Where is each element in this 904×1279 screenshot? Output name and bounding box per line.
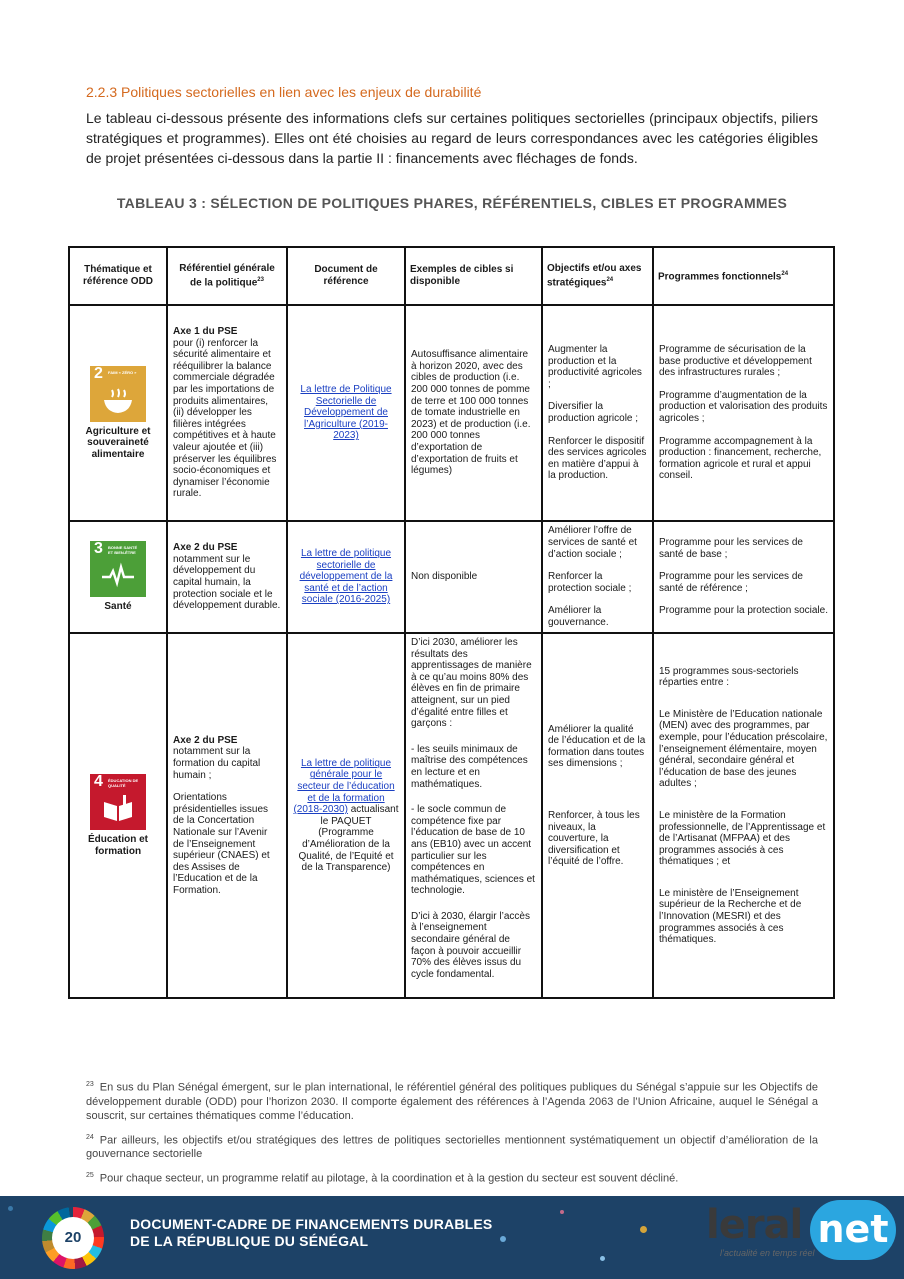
programs-item: Le ministère de l’Enseignement supérieur de la Recherche et de l’Innovation (MESRI) et des programmes associés à ces thématiques. bbox=[659, 887, 802, 946]
targets-cell bbox=[405, 305, 542, 521]
header-referential: Référentiel générale de la politique$^{23}$ bbox=[167, 247, 287, 305]
theme-label: Santé bbox=[104, 601, 132, 613]
programs-item: Programme pour les services de santé de base ; bbox=[659, 537, 803, 560]
objectives-item: Augmenter la production et la productivité agricoles ; bbox=[548, 344, 642, 390]
table-header-row bbox=[69, 247, 834, 305]
targets-item: Autosuffisance alimentaire à horizon 2020, avec des cibles de production (i.e. 200 000 tonnes de pomme de terre et 100 000 tonnes de tomate industrielle en 2023) et de production (i.e. 200 000 tonnes d’exportation de d’exportation de fruits et légumes) bbox=[411, 349, 531, 477]
programs-item: 15 programmes sous-sectoriels réparties entre : bbox=[659, 665, 799, 689]
sdg-2-icon: 2 FAIM « ZÉRO » bbox=[90, 366, 146, 422]
policies-table bbox=[68, 246, 835, 999]
sdg-4-icon: 4 ÉDUCATION DE QUALITÉ bbox=[90, 774, 146, 830]
programs-cell bbox=[653, 633, 834, 998]
document-cell bbox=[287, 521, 405, 633]
footnote: $^{23}$ En sus du Plan Sénégal émergent, sur le plan international, le référentiel général des politiques publiques du Sénégal s’appuie sur les Objectifs de développement durable (ODD) pour l’horizon 2030. Il comporte également des références à l’Agenda 2063 de l’Union Africaine, auquel le Sénégal a souscrit, sur certaines thématiques comme l’éducation. bbox=[86, 1081, 818, 1122]
header-targets: Exemples de cibles si disponible bbox=[405, 247, 542, 305]
footnotes bbox=[86, 1078, 818, 1194]
footnote: $^{25}$ Pour chaque secteur, un programme relatif au pilotage, à la coordination et à la gestion du secteur est souvent décliné. bbox=[86, 1172, 679, 1185]
table-row bbox=[69, 305, 834, 521]
targets-cell bbox=[405, 521, 542, 633]
document-cell bbox=[287, 305, 405, 521]
theme-label: Éducation et formation bbox=[87, 834, 148, 857]
programs-item: Le Ministère de l’Education nationale (MEN) avec des programmes, par exemple, pour l’éducation préscolaire, l’enseignement élémentaire, moyen général, secondaire général et l’éducation de base des jeunes adultes ; bbox=[659, 708, 828, 790]
header-document: Document de référence bbox=[287, 247, 405, 305]
programs-item: Programme de sécurisation de la base productive et développement des infrastructures rurales ; bbox=[659, 344, 812, 379]
objectives-item: Renforcer la protection sociale ; bbox=[548, 571, 632, 594]
sdg-3-icon: 3 BONNE SANTÉ ET BIEN-ÊTRE bbox=[90, 541, 146, 597]
document-cell: La lettre de politique générale pour le secteur de l’éducation et de la formation (2018-2030) actualisant le PAQUET (Programme d’Amélioration de la Qualité, de l’Equité et de la Transparence) bbox=[287, 633, 405, 998]
targets-cell bbox=[405, 633, 542, 998]
objectives-cell bbox=[542, 305, 653, 521]
objectives-cell bbox=[542, 633, 653, 998]
theme-cell bbox=[69, 305, 167, 521]
table-row bbox=[69, 521, 834, 633]
table-row bbox=[69, 633, 834, 998]
objectives-item: Renforcer le dispositif des services agricoles en matière d’appui à la production. bbox=[548, 435, 647, 482]
referential-cell: Axe 1 du PSE pour (i) renforcer la sécurité alimentaire et rééquilibrer la balance commerciale dégradée par les importations de produits alimentaires, (ii) développer les filières intégrées compétitives et à haute valeur ajoutée et (iii) préserver les équilibres socio-économiques et dynamiser l’économie rurale. bbox=[167, 305, 287, 521]
programs-item: Programme pour la protection sociale. bbox=[659, 605, 828, 617]
targets-item: - le socle commun de compétence fixe par l’éducation de base de 10 ans (EB10) avec un accent particulier sur les compétences en mathématiques, sciences et technologie. bbox=[411, 804, 535, 897]
programs-item: Programme pour les services de santé de référence ; bbox=[659, 571, 803, 594]
footer-title: DOCUMENT-CADRE DE FINANCEMENTS DURABLES DE LA RÉPUBLIQUE DU SÉNÉGAL bbox=[130, 1216, 493, 1249]
objectives-item: Renforcer, à tous les niveaux, la couverture, la diversification et l’équité de l’offre. bbox=[548, 809, 640, 868]
header-programs: Programmes fonctionnels$^{24}$ bbox=[653, 247, 834, 305]
targets-item: Non disponible bbox=[411, 571, 478, 583]
header-theme: Thématique et référence ODD bbox=[69, 247, 167, 305]
programs-cell bbox=[653, 521, 834, 633]
page-number: 20 bbox=[52, 1217, 94, 1259]
targets-item: - les seuils minimaux de maîtrise des compétences en lecture et en mathématiques. bbox=[411, 743, 528, 790]
policy-letter-link[interactable]: La lettre de politique sectorielle de développement de la santé et de l’action sociale (2016-2025) bbox=[299, 548, 393, 606]
referential-cell: Axe 2 du PSE notamment sur le développement du capital humain, la protection sociale et le développement durable. bbox=[167, 521, 287, 633]
objectives-item: Améliorer la gouvernance. bbox=[548, 605, 609, 628]
targets-item: D’ici à 2030, élargir l’accès à l’enseignement secondaire général de façon à pouvoir accueillir 70% des élèves issus du cycle fondamental. bbox=[411, 910, 530, 980]
programs-item: Le ministère de la Formation professionnelle, de l’Apprentissage et de l’Artisanat (MFPAA) et des programmes associés à ces thématiques ; et bbox=[659, 809, 826, 868]
theme-cell bbox=[69, 633, 167, 998]
objectives-item: Améliorer l’offre de services de santé et d’action sociale ; bbox=[548, 525, 637, 560]
theme-label: Agriculture et souveraineté alimentaire bbox=[85, 425, 151, 460]
section-title: 2.2.3 Politiques sectorielles en lien avec les enjeux de durabilité bbox=[86, 84, 482, 100]
programs-item: Programme accompagnement à la production : financement, recherche, formation agricole et rural et appui conseil. bbox=[659, 435, 822, 482]
header-objectives: Objectifs et/ou axes stratégiques$^{24}$ bbox=[542, 247, 653, 305]
policy-letter-link[interactable]: La lettre de politique générale pour le secteur de l’éducation et de la formation (2018-2030) bbox=[293, 757, 395, 816]
objectives-cell bbox=[542, 521, 653, 633]
footnote: $^{24}$ Par ailleurs, les objectifs et/ou stratégiques des lettres de politiques sectorielles mentionnent systématiquement un objectif d’amélioration de la gouvernance sectorielle bbox=[86, 1133, 818, 1161]
programs-item: Programme d’augmentation de la production et valorisation des produits agricoles ; bbox=[659, 389, 828, 424]
objectives-item: Diversifier la production agricole ; bbox=[548, 401, 639, 424]
programs-cell bbox=[653, 305, 834, 521]
targets-item: D’ici 2030, améliorer les résultats des apprentissages de manière à ce qu’au moins 80% des élèves en fin de primaire atteignent, sur un pied d’égalité entre filles et garçons : bbox=[411, 637, 532, 730]
referential-cell: Axe 2 du PSE notamment sur la formation du capital humain ; Orientations présidentielles issues de la Concertation Nationale sur l’Avenir de l’Enseignement supérieur (CNAES) et des Assises de l’Education et de la Formation. bbox=[167, 633, 287, 998]
table-title: TABLEAU 3 : SÉLECTION DE POLITIQUES PHARES, RÉFÉRENTIELS, CIBLES ET PROGRAMMES bbox=[116, 195, 788, 211]
objectives-item: Améliorer la qualité de l’éducation et de la formation dans toutes ses dimensions ; bbox=[548, 723, 646, 770]
policy-letter-link[interactable]: La lettre de Politique Sectorielle de Développement de l’Agriculture (2019-2023) bbox=[300, 384, 392, 442]
intro-paragraph: Le tableau ci-dessous présente des informations clefs sur certaines politiques sectorielles (principaux objectifs, piliers stratégiques et programmes). Elles ont été choisies au regard de leurs correspondances avec les catégories éligibles de projet présentées ci-dessous dans la partie II : financements avec fléchages de fonds. bbox=[86, 110, 818, 166]
theme-cell bbox=[69, 521, 167, 633]
leral-net-logo: leral net l’actualité en temps réel bbox=[706, 1198, 900, 1268]
